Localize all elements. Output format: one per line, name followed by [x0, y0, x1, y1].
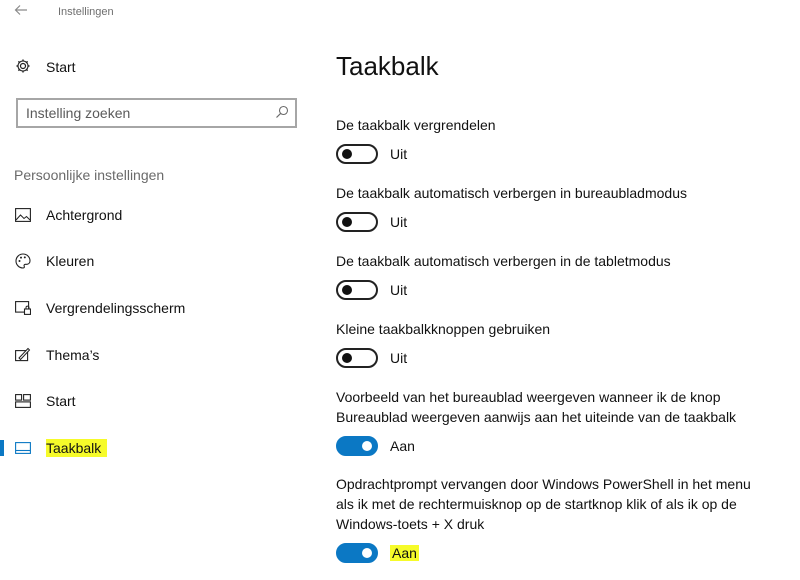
toggle-state-label: Uit	[390, 350, 408, 366]
back-arrow-icon[interactable]	[14, 3, 34, 21]
toggle-knob	[342, 149, 352, 159]
search-icon[interactable]	[275, 105, 289, 119]
setting-autohide-tablet	[336, 251, 766, 301]
toggle-state-label: Aan	[390, 438, 415, 454]
toggle-state-label: Uit	[390, 146, 408, 162]
search-box[interactable]	[16, 98, 297, 128]
sidebar-home[interactable]	[14, 56, 76, 78]
setting-description: Voorbeeld van het bureaublad weergeven wanneer ik de knop Bureaublad weergeven aanwijs aan het uiteinde van de taakbalk	[336, 389, 737, 425]
sidebar-item-kleuren[interactable]	[0, 246, 310, 276]
theme-icon	[14, 346, 32, 364]
small-buttons-toggle[interactable]	[336, 348, 378, 368]
toggle-state-label: Aan	[392, 545, 417, 561]
sidebar-item-label: Achtergrond	[46, 207, 123, 223]
start-menu-icon	[14, 392, 32, 410]
sidebar-item-label: Start	[46, 393, 76, 409]
sidebar-home-label: Start	[46, 59, 76, 75]
sidebar-item-taakbalk[interactable]	[0, 433, 310, 463]
image-icon	[14, 206, 32, 224]
autohide-desktop-toggle[interactable]	[336, 212, 378, 232]
setting-description: Kleine taakbalkknoppen gebruiken	[336, 321, 551, 337]
powershell-toggle[interactable]	[336, 543, 378, 563]
gear-icon	[14, 58, 32, 76]
toggle-knob	[342, 353, 352, 363]
window-title: Instellingen	[58, 6, 114, 18]
setting-lock-taskbar	[336, 115, 766, 165]
sidebar	[0, 26, 310, 580]
taskbar-icon	[14, 439, 32, 457]
setting-powershell	[336, 474, 766, 564]
toggle-knob	[362, 441, 372, 451]
sidebar-item-achtergrond[interactable]	[0, 200, 310, 230]
sidebar-item-label: Thema’s	[46, 347, 100, 363]
active-indicator	[0, 440, 4, 456]
lock-screen-icon	[14, 299, 32, 317]
page-title: Taakbalk	[336, 51, 439, 81]
toggle-state-label: Uit	[390, 214, 408, 230]
toggle-knob	[342, 217, 352, 227]
setting-description: Opdrachtprompt vervangen door Windows PowerShell in het menu als ik met de rechtermuisknop op de startknop klik of als ik op de Windows-toets + X druk	[336, 476, 751, 532]
peek-desktop-toggle[interactable]	[336, 436, 378, 456]
setting-peek-desktop	[336, 387, 766, 457]
setting-description: De taakbalk vergrendelen	[336, 117, 496, 133]
search-input[interactable]	[26, 104, 266, 122]
lock-taskbar-toggle[interactable]	[336, 144, 378, 164]
sidebar-item-label: Vergrendelingsscherm	[46, 300, 186, 316]
setting-description: De taakbalk automatisch verbergen in bureaubladmodus	[336, 185, 687, 201]
sidebar-item-start[interactable]	[0, 386, 310, 416]
setting-description: De taakbalk automatisch verbergen in de tabletmodus	[336, 253, 671, 269]
sidebar-item-themas[interactable]	[0, 340, 310, 370]
palette-icon	[14, 252, 32, 270]
sidebar-item-label: Kleuren	[46, 253, 95, 269]
setting-autohide-desktop	[336, 183, 766, 233]
toggle-state-label: Uit	[390, 282, 408, 298]
sidebar-item-vergrendelingsscherm[interactable]	[0, 293, 310, 323]
toggle-knob	[362, 548, 372, 558]
autohide-tablet-toggle[interactable]	[336, 280, 378, 300]
toggle-knob	[342, 285, 352, 295]
main-content	[336, 0, 796, 580]
section-header: Persoonlijke instellingen	[14, 167, 165, 183]
setting-small-buttons	[336, 319, 766, 369]
sidebar-item-label: Taakbalk	[46, 439, 107, 457]
